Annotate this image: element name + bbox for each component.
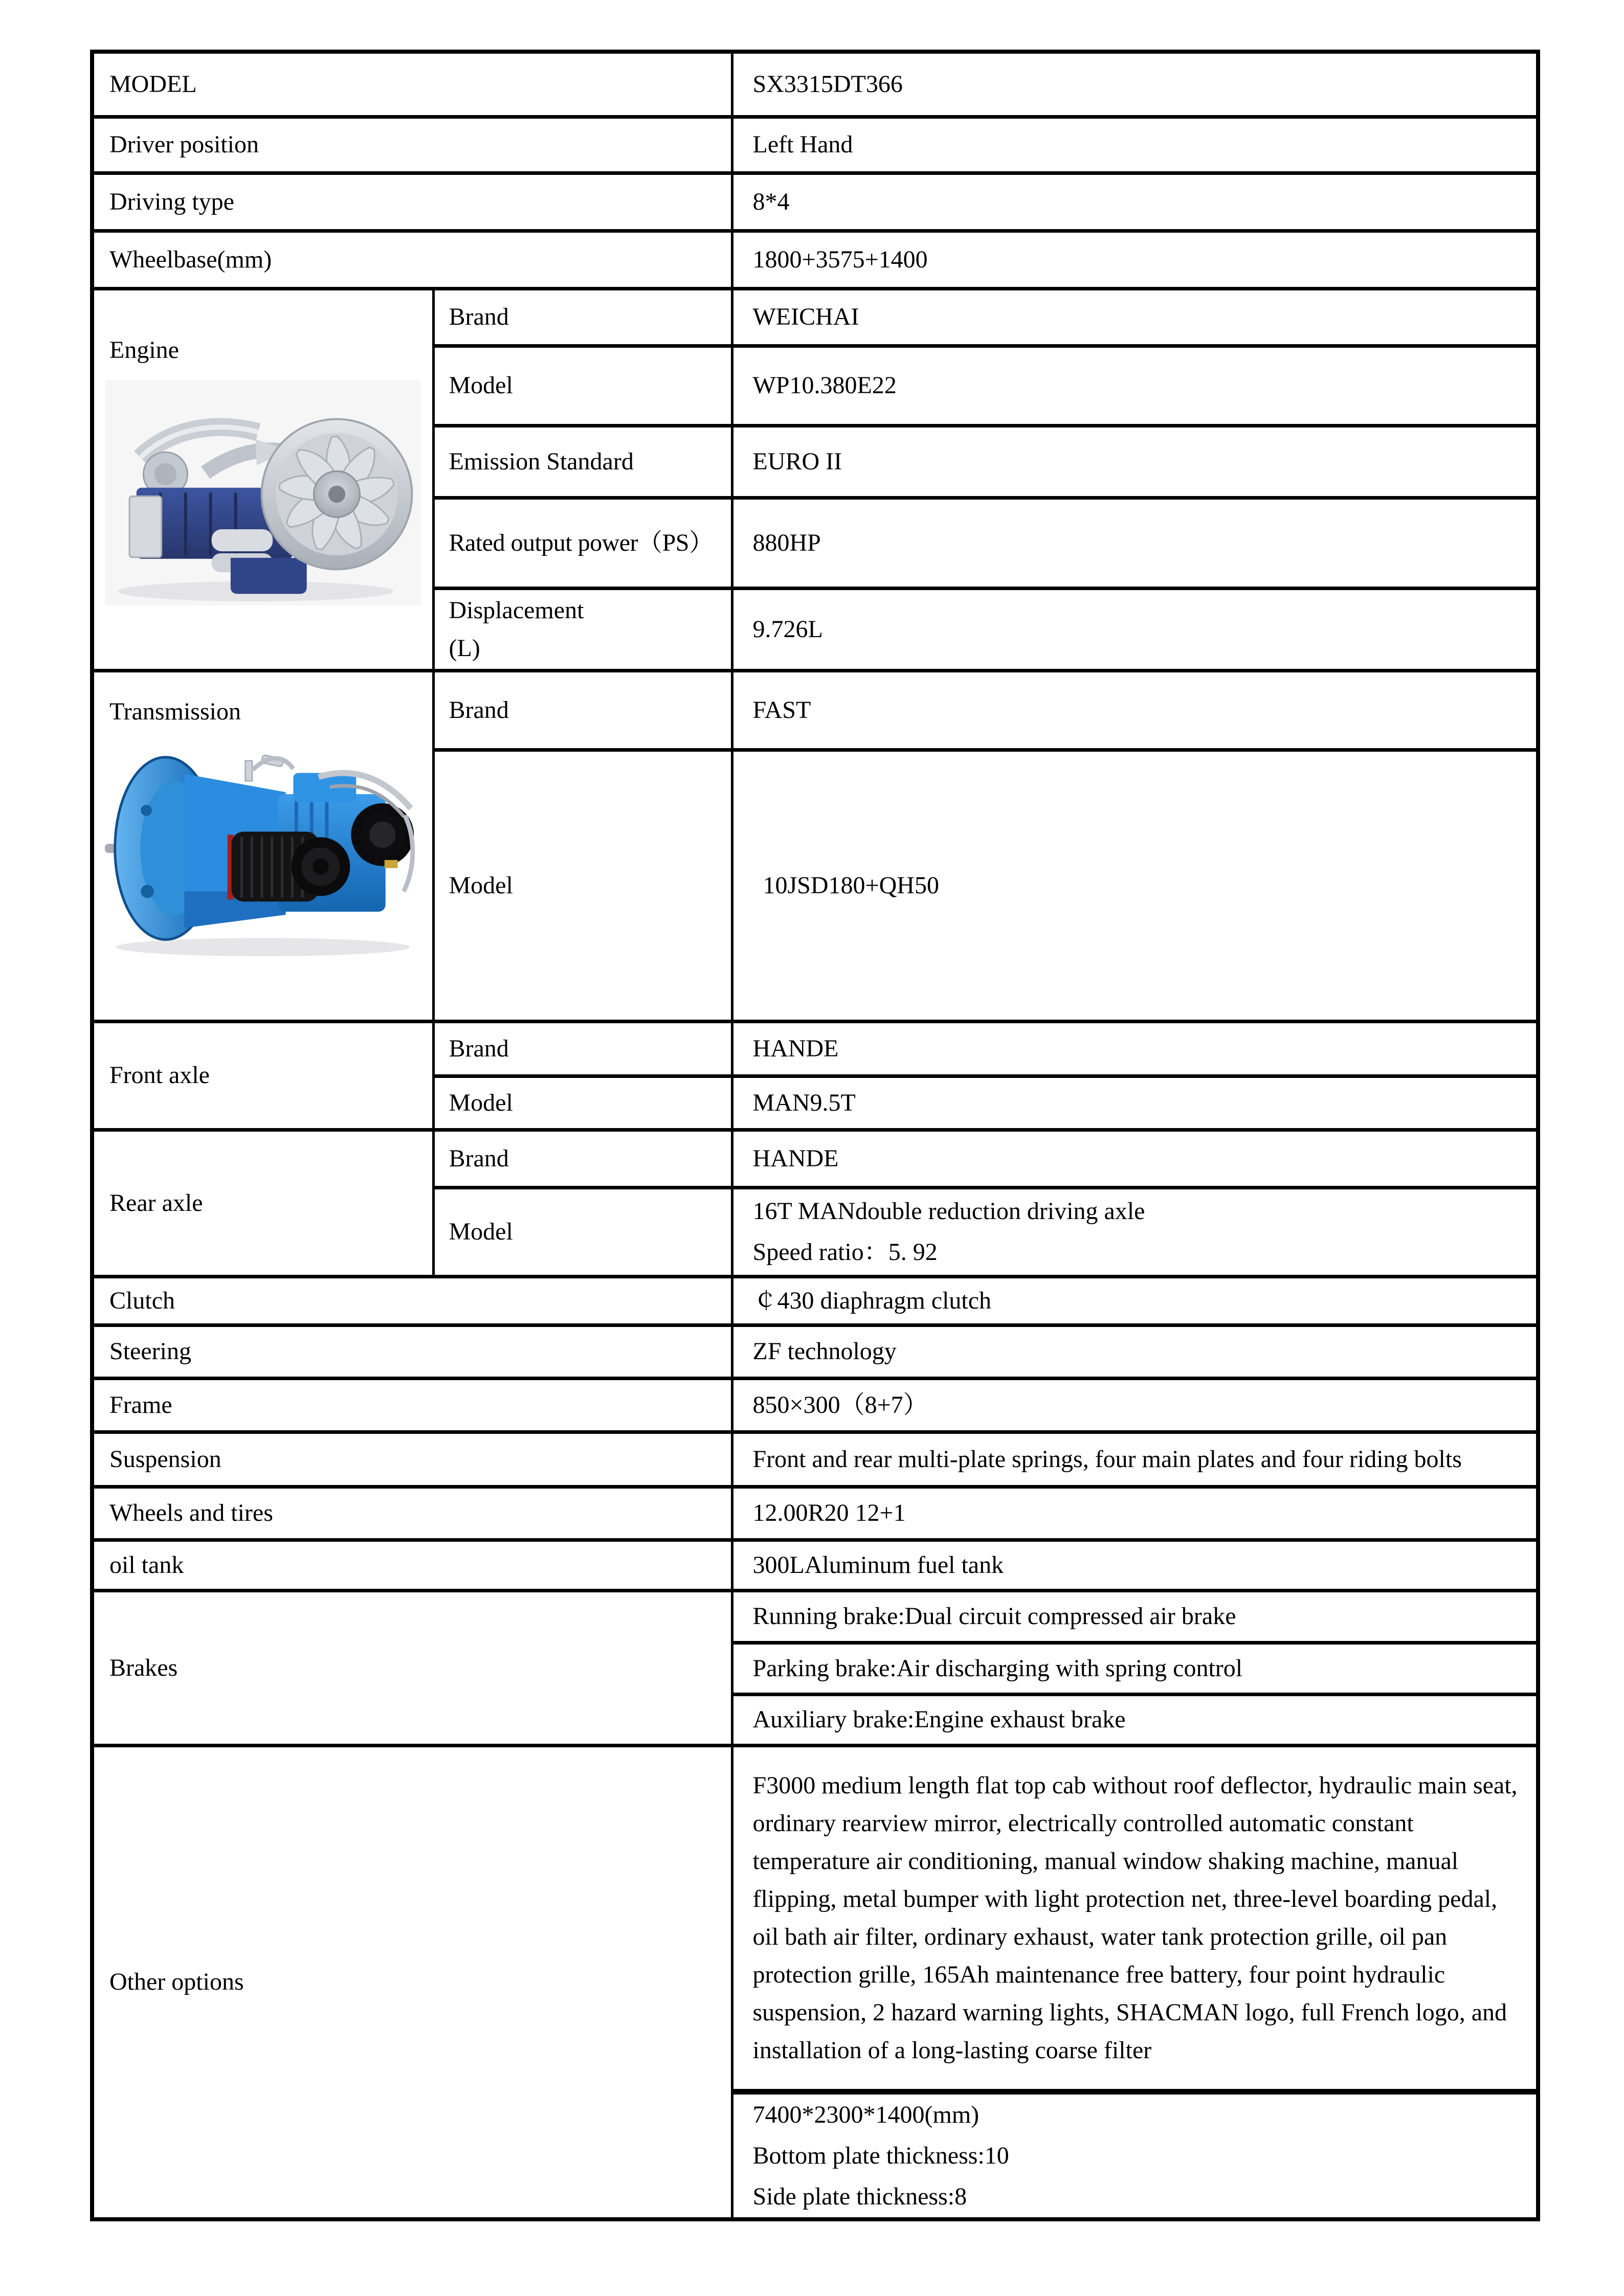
model-label: MODEL bbox=[92, 52, 732, 117]
row-clutch bbox=[92, 1276, 1538, 1325]
clutch-label: Clutch bbox=[92, 1276, 732, 1325]
engine-model-label: Model bbox=[433, 346, 732, 425]
brakes-parking-value: Parking brake:Air discharging with spring control bbox=[732, 1642, 1538, 1694]
front-axle-section-label: Front axle bbox=[92, 1021, 433, 1130]
engine-displacement-label-line2: (L) bbox=[449, 634, 480, 662]
front-axle-model-value: MAN9.5T bbox=[732, 1076, 1538, 1130]
front-axle-brand-value: HANDE bbox=[732, 1021, 1538, 1076]
oil-tank-value: 300LAluminum fuel tank bbox=[732, 1540, 1538, 1590]
engine-model-value: WP10.380E22 bbox=[732, 346, 1538, 425]
cargo-box-value bbox=[732, 2091, 1538, 2219]
engine-power-value: 880HP bbox=[732, 498, 1538, 588]
row-oil-tank bbox=[92, 1540, 1538, 1590]
rear-axle-brand-value: HANDE bbox=[732, 1130, 1538, 1187]
row-engine-brand bbox=[92, 288, 1538, 346]
cargo-box-bottom-thickness: Bottom plate thickness:10 bbox=[752, 2142, 1009, 2169]
row-steering bbox=[92, 1325, 1538, 1378]
row-brakes-running bbox=[92, 1590, 1538, 1642]
driving-type-value: 8*4 bbox=[732, 173, 1538, 231]
spec-table bbox=[90, 50, 1540, 2221]
brakes-running-value: Running brake:Dual circuit compressed air brake bbox=[732, 1590, 1538, 1642]
rear-axle-model-value bbox=[732, 1187, 1538, 1276]
engine-displacement-value: 9.726L bbox=[732, 588, 1538, 670]
row-wheelbase bbox=[92, 231, 1538, 288]
cargo-box-size: 7400*2300*1400(mm) bbox=[752, 2101, 980, 2128]
suspension-label: Suspension bbox=[92, 1432, 732, 1487]
row-driver-position bbox=[92, 117, 1538, 173]
frame-value: 850×300（8+7） bbox=[732, 1378, 1538, 1432]
engine-emission-label: Emission Standard bbox=[433, 425, 732, 498]
transmission-brand-label: Brand bbox=[433, 670, 732, 750]
brakes-section-label: Brakes bbox=[92, 1590, 732, 1745]
steering-label: Steering bbox=[92, 1325, 732, 1378]
other-options-section-label: Other options bbox=[92, 1745, 732, 2219]
transmission-brand-value: FAST bbox=[732, 670, 1538, 750]
row-suspension bbox=[92, 1432, 1538, 1487]
driver-position-label: Driver position bbox=[92, 117, 732, 173]
oil-tank-label: oil tank bbox=[92, 1540, 732, 1590]
row-wheels-tires bbox=[92, 1487, 1538, 1540]
wheelbase-label: Wheelbase(mm) bbox=[92, 231, 732, 288]
engine-displacement-label bbox=[433, 588, 732, 670]
engine-photo bbox=[105, 380, 421, 605]
rear-axle-section-label: Rear axle bbox=[92, 1130, 433, 1276]
other-options-description: F3000 medium length flat top cab without roof deflector, hydraulic main seat, ordinary rearview mirror, electrically controlled automatic constant temperature air conditioning, manual window shaking machine, manual flipping, metal bumper with light protection net, three-level boarding pedal, oil bath air filter, ordinary exhaust, water tank protection grille, oil pan protection grille, 165Ah maintenance free battery, four point hydraulic suspension, 2 hazard warning lights, SHACMAN logo, full French logo, and installation of a long-lasting coarse filter bbox=[732, 1745, 1538, 2091]
front-axle-model-label: Model bbox=[433, 1076, 732, 1130]
engine-brand-label: Brand bbox=[433, 288, 732, 346]
rear-axle-model-label: Model bbox=[433, 1187, 732, 1276]
clutch-value: ￠430 diaphragm clutch bbox=[732, 1276, 1538, 1325]
wheelbase-value: 1800+3575+1400 bbox=[732, 231, 1538, 288]
transmission-photo bbox=[101, 739, 425, 962]
model-value: SX3315DT366 bbox=[732, 52, 1538, 117]
row-rear-axle-brand bbox=[92, 1130, 1538, 1187]
engine-section-cell bbox=[92, 288, 433, 670]
driver-position-value: Left Hand bbox=[732, 117, 1538, 173]
transmission-section-label: Transmission bbox=[109, 697, 241, 725]
engine-brand-value: WEICHAI bbox=[732, 288, 1538, 346]
brakes-auxiliary-value: Auxiliary brake:Engine exhaust brake bbox=[732, 1694, 1538, 1745]
engine-emission-value: EURO II bbox=[732, 425, 1538, 498]
engine-displacement-label-line1: Displacement bbox=[449, 596, 584, 624]
rear-axle-model-line2: Speed ratio：5. 92 bbox=[752, 1239, 938, 1266]
suspension-value: Front and rear multi-plate springs, four main plates and four riding bolts bbox=[732, 1432, 1538, 1487]
wheels-tires-value: 12.00R20 12+1 bbox=[732, 1487, 1538, 1540]
transmission-model-label: Model bbox=[433, 750, 732, 1021]
wheels-tires-label: Wheels and tires bbox=[92, 1487, 732, 1540]
frame-label: Frame bbox=[92, 1378, 732, 1432]
rear-axle-model-line1: 16T MANdouble reduction driving axle bbox=[752, 1198, 1145, 1225]
driving-type-label: Driving type bbox=[92, 173, 732, 231]
row-other-options bbox=[92, 1745, 1538, 2091]
cargo-box-side-thickness: Side plate thickness:8 bbox=[752, 2182, 967, 2210]
transmission-model-value: 10JSD180+QH50 bbox=[732, 750, 1538, 1021]
row-frame bbox=[92, 1378, 1538, 1432]
rear-axle-brand-label: Brand bbox=[433, 1130, 732, 1187]
row-driving-type bbox=[92, 173, 1538, 231]
engine-power-label: Rated output power（PS） bbox=[433, 498, 732, 588]
row-model bbox=[92, 52, 1538, 117]
row-front-axle-brand bbox=[92, 1021, 1538, 1076]
engine-section-label: Engine bbox=[109, 336, 179, 364]
row-transmission-brand bbox=[92, 670, 1538, 750]
steering-value: ZF technology bbox=[732, 1325, 1538, 1378]
front-axle-brand-label: Brand bbox=[433, 1021, 732, 1076]
transmission-section-cell bbox=[92, 670, 433, 1021]
